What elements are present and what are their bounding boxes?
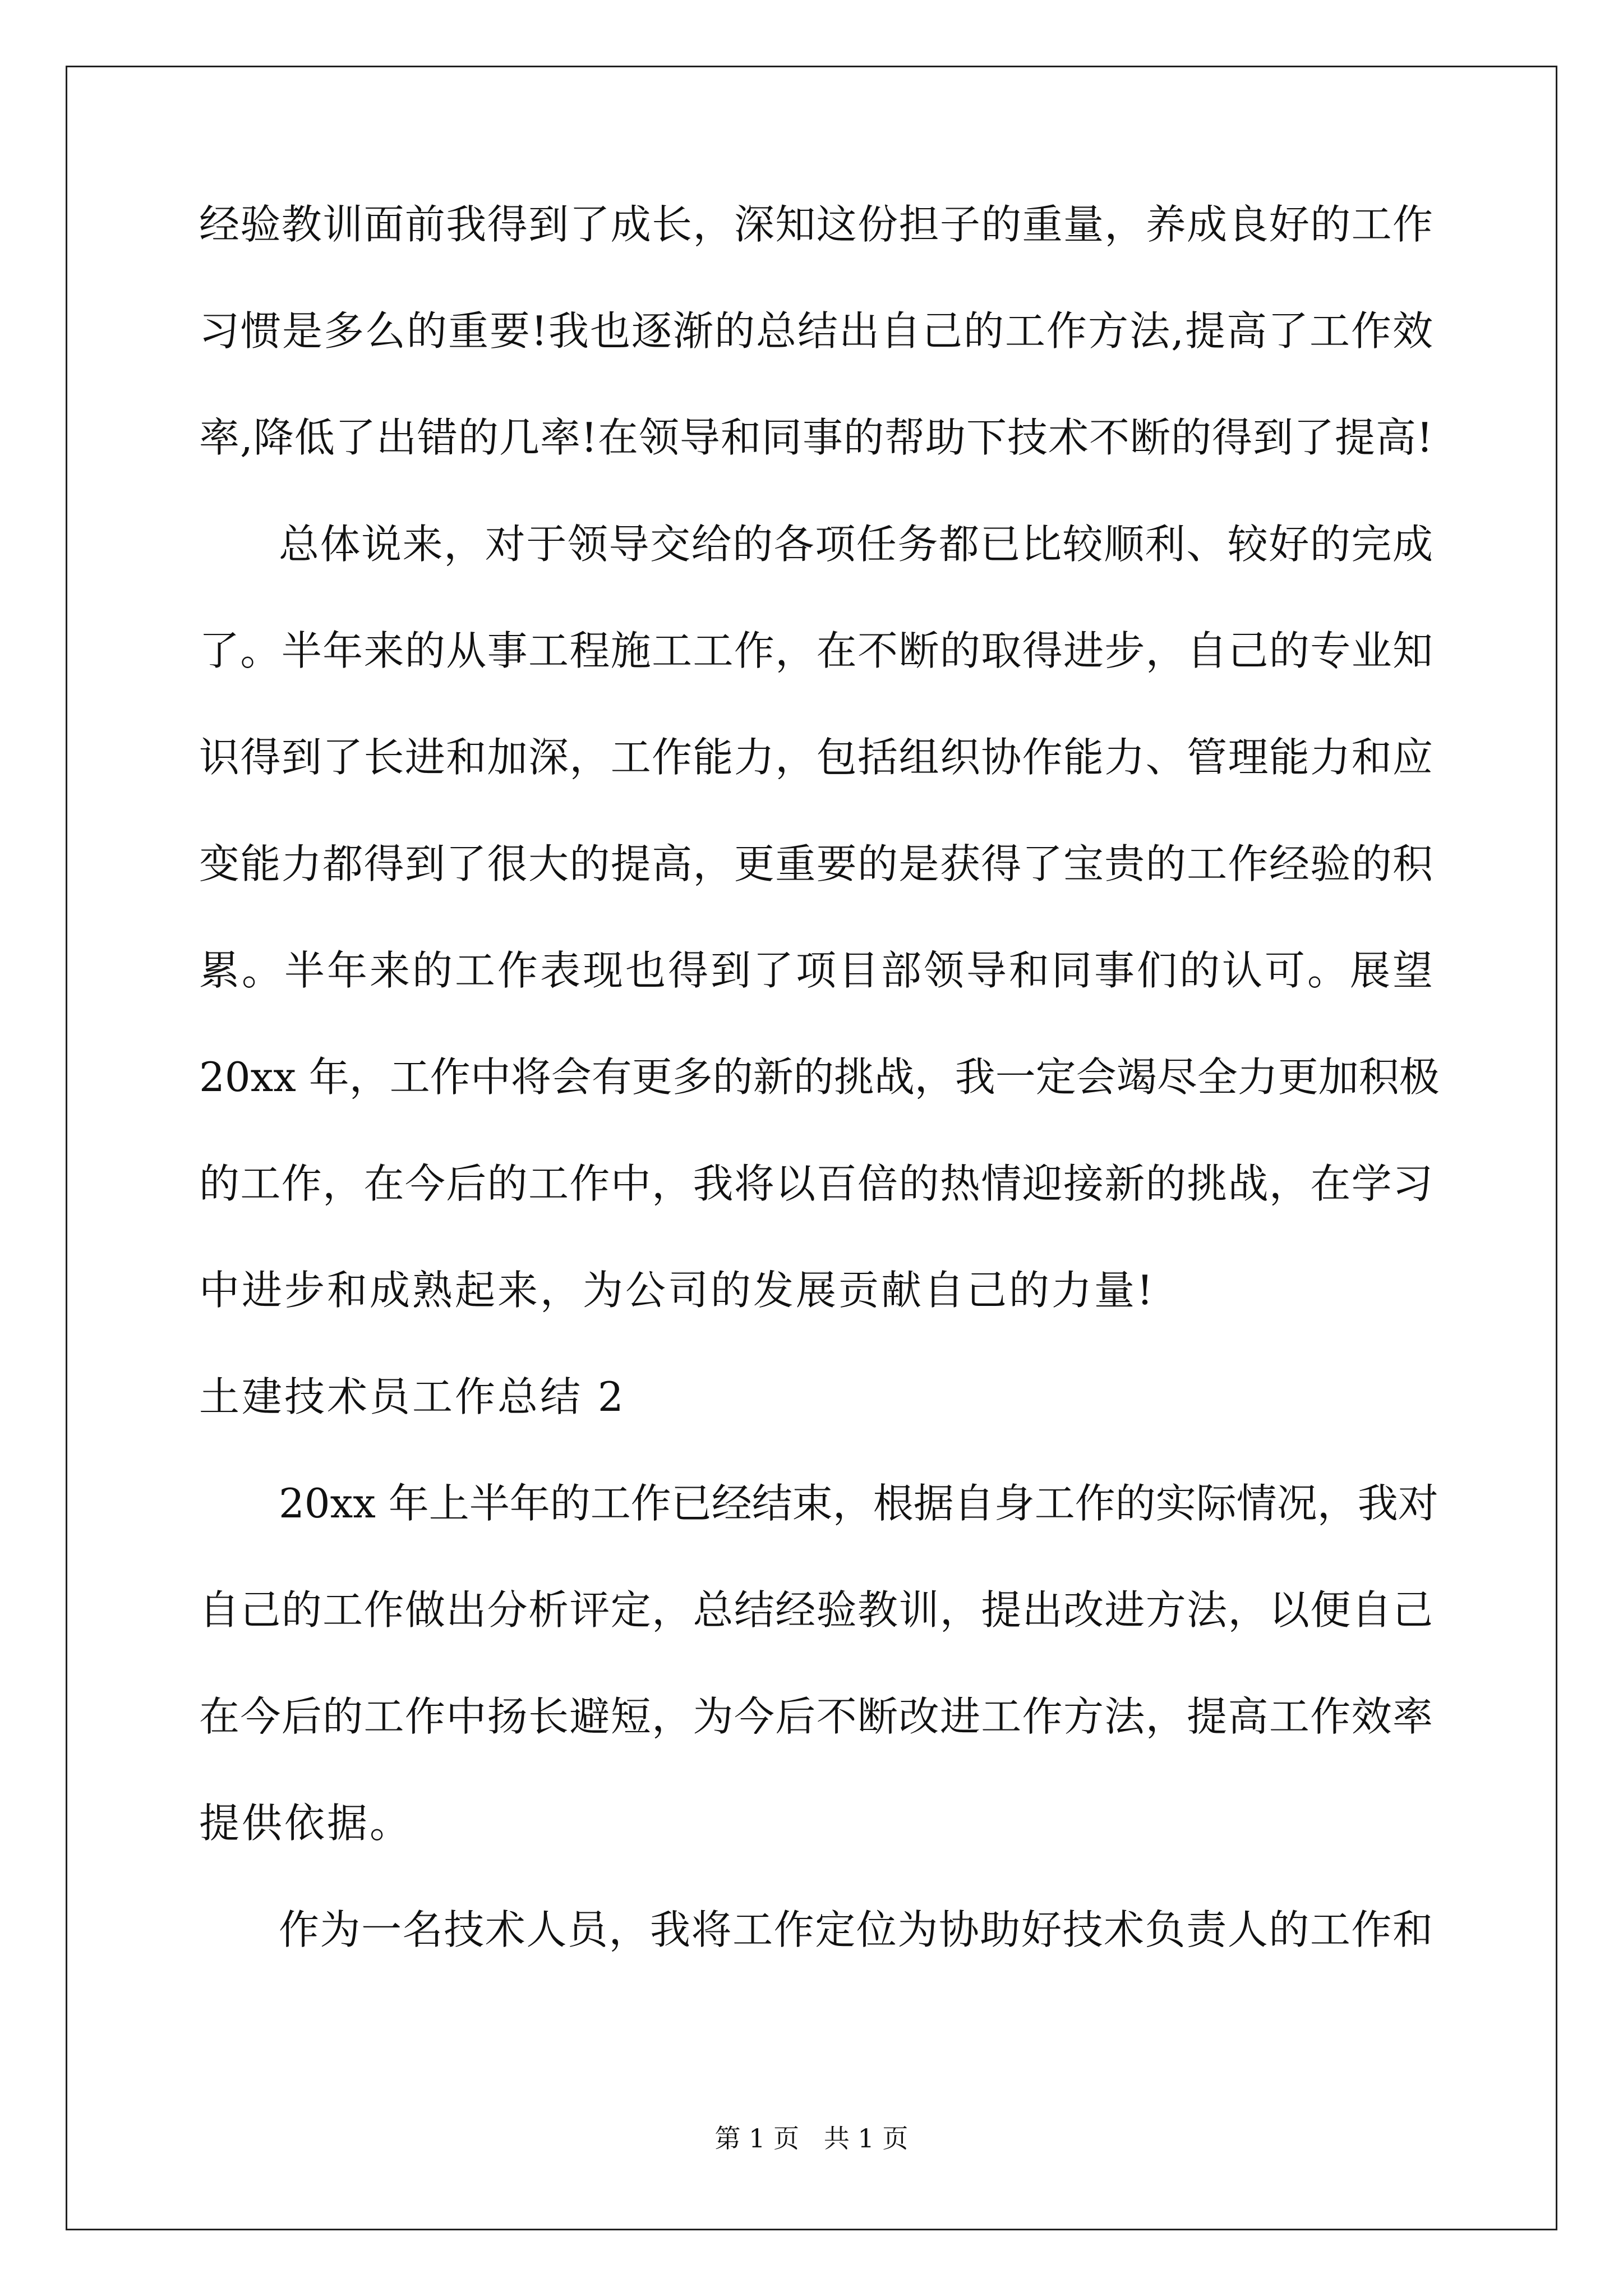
body-line-11: 中进步和成熟起来，为公司的发展贡献自己的力量! (199, 1267, 1155, 1314)
body-line-3: 率,降低了出错的几率!在领导和同事的帮助下技术不断的得到了提高! (199, 414, 1433, 461)
body-line-8: 累。半年来的工作表现也得到了项目部领导和同事们的认可。展望 (199, 947, 1433, 994)
body-line-16: 作为一名技术人员，我将工作定位为协助好技术负责人的工作和 (279, 1906, 1433, 1953)
body-line-9: 20xx 年，工作中将会有更多的新的挑战，我一定会竭尽全力更加积极 (199, 1053, 1440, 1101)
body-line-1: 经验教训面前我得到了成长，深知这份担子的重量，养成良好的工作 (199, 201, 1433, 248)
body-line-4: 总体说来，对于领导交给的各项任务都已比较顺利、较好的完成 (279, 521, 1433, 568)
body-line-10: 的工作，在今后的工作中，我将以百倍的热情迎接新的挑战，在学习 (199, 1160, 1433, 1207)
body-line-6: 识得到了长进和加深，工作能力，包括组织协作能力、管理能力和应 (199, 734, 1433, 781)
body-line-15: 提供依据。 (199, 1800, 413, 1847)
body-line-2: 习惯是多么的重要!我也逐渐的总结出自己的工作方法,提高了工作效 (199, 307, 1433, 355)
body-line-7: 变能力都得到了很大的提高，更重要的是获得了宝贵的工作经验的积 (199, 840, 1433, 887)
body-line-14: 在今后的工作中扬长避短，为今后不断改进工作方法，提高工作效率 (199, 1693, 1433, 1740)
page-number-footer: 第 1 页 共 1 页 (714, 2123, 909, 2154)
body-line-13: 自己的工作做出分析评定，总结经验教训，提出改进方法，以便自己 (199, 1586, 1433, 1634)
body-line-12: 20xx 年上半年的工作已经结束，根据自身工作的实际情况，我对 (279, 1480, 1438, 1527)
section-heading: 土建技术员工作总结 2 (199, 1373, 626, 1420)
body-line-5: 了。半年来的从事工程施工工作，在不断的取得进步，自己的专业知 (199, 627, 1433, 674)
